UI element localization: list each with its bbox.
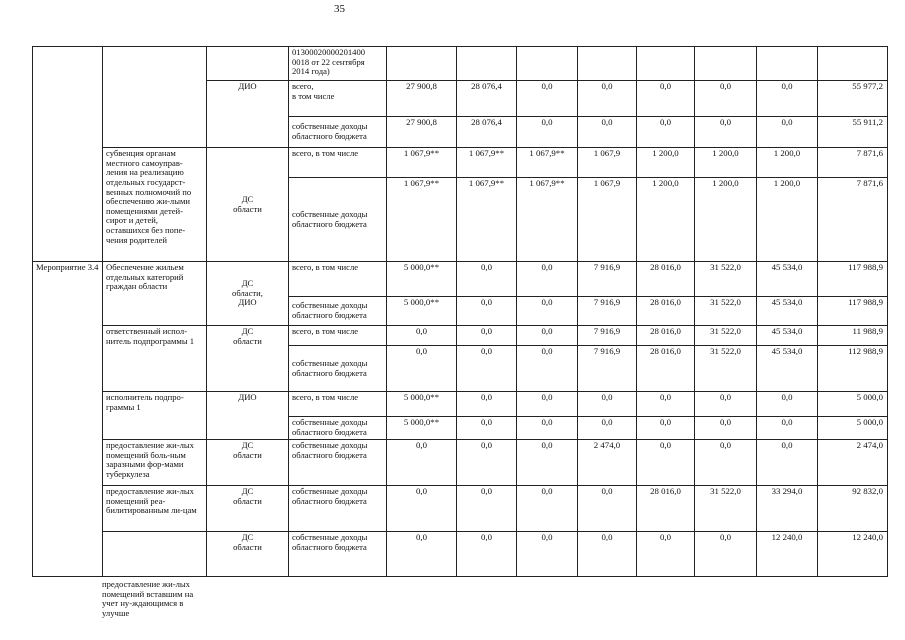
value-cell: 0,0 <box>695 81 757 117</box>
value-cell: 0,0 <box>695 532 757 577</box>
value-cell: 1 067,9 <box>578 178 637 262</box>
value-cell: 0,0 <box>387 486 457 532</box>
value-cell: 0,0 <box>457 440 517 486</box>
value-cell: 27 900,8 <box>387 117 457 148</box>
total-cell: 112 988,9 <box>818 346 888 392</box>
source-cell: собственные доходы областного бюджета <box>289 532 387 577</box>
table-row <box>33 47 888 81</box>
value-cell: 0,0 <box>387 326 457 346</box>
source-cell: собственные доходы областного бюджета <box>289 417 387 440</box>
value-cell: 0,0 <box>578 532 637 577</box>
table-row <box>33 326 888 346</box>
value-cell: 0,0 <box>517 326 578 346</box>
source-cell: всего, в том числе <box>289 262 387 297</box>
table-row <box>33 148 888 178</box>
value-cell: 0,0 <box>578 392 637 417</box>
value-cell: 0,0 <box>517 486 578 532</box>
page-number: 35 <box>334 3 345 15</box>
value-cell: 0,0 <box>637 392 695 417</box>
executor-cell: ДИО <box>207 392 289 440</box>
value-cell: 31 522,0 <box>695 262 757 297</box>
value-cell: 1 200,0 <box>757 148 818 178</box>
value-cell: 0,0 <box>517 440 578 486</box>
value-cell: 28 076,4 <box>457 117 517 148</box>
name-cell: субвенция органам местного самоуправ-ления на реализацию отдельных государст-венных полномочий по обеспечению жи-лыми помещениями детей-сирот и детей, оставшихся без попе-чения родителей <box>103 148 207 262</box>
value-cell: 5 000,0** <box>387 297 457 326</box>
value-cell: 28 016,0 <box>637 297 695 326</box>
total-cell: 117 988,9 <box>818 262 888 297</box>
value-cell: 28 076,4 <box>457 81 517 117</box>
total-cell: 55 977,2 <box>818 81 888 117</box>
source-cell: всего, в том числе <box>289 392 387 417</box>
value-cell: 5 000,0** <box>387 262 457 297</box>
source-cell: собственные доходы областного бюджета <box>289 297 387 326</box>
executor-cell: ДС области <box>207 532 289 577</box>
executor-cell: ДС области <box>207 440 289 486</box>
value-cell: 0,0 <box>457 392 517 417</box>
value-cell: 0,0 <box>457 297 517 326</box>
source-cell: собственные доходы областного бюджета <box>289 346 387 392</box>
value-cell: 0,0 <box>457 417 517 440</box>
value-cell: 0,0 <box>517 417 578 440</box>
value-cell: 5 000,0** <box>387 392 457 417</box>
source-cell: всего, в том числе <box>289 326 387 346</box>
value-cell: 0,0 <box>637 81 695 117</box>
value-cell: 45 534,0 <box>757 346 818 392</box>
name-cell: Обеспечение жильем отдельных категорий граждан области <box>103 262 207 326</box>
total-cell: 7 871,6 <box>818 178 888 262</box>
total-cell: 12 240,0 <box>818 532 888 577</box>
executor-cell: ДС области <box>207 486 289 532</box>
value-cell: 0,0 <box>637 532 695 577</box>
name-cell: предоставление жи-лых помещений реа-билитированным ли-цам <box>103 486 207 532</box>
value-cell: 7 916,9 <box>578 326 637 346</box>
executor-cell: ДС области, ДИО <box>207 262 289 326</box>
table-row <box>33 392 888 417</box>
value-cell: 7 916,9 <box>578 297 637 326</box>
value-cell: 28 016,0 <box>637 262 695 297</box>
value-cell: 0,0 <box>517 532 578 577</box>
total-cell: 2 474,0 <box>818 440 888 486</box>
value-cell: 0,0 <box>578 417 637 440</box>
value-cell: 0,0 <box>637 417 695 440</box>
value-cell: 0,0 <box>578 486 637 532</box>
value-cell: 1 200,0 <box>637 148 695 178</box>
value-cell: 1 067,9** <box>517 148 578 178</box>
value-cell: 5 000,0** <box>387 417 457 440</box>
name-cell <box>103 47 207 148</box>
source-cell: всего, в том числе <box>289 81 387 117</box>
source-cell: собственные доходы областного бюджета <box>289 440 387 486</box>
value-cell: 0,0 <box>695 440 757 486</box>
executor-cell: ДС области <box>207 148 289 262</box>
value-cell: 45 534,0 <box>757 326 818 346</box>
value-cell: 0,0 <box>757 440 818 486</box>
value-cell: 1 067,9** <box>517 178 578 262</box>
value-cell: 0,0 <box>387 346 457 392</box>
value-cell: 0,0 <box>757 417 818 440</box>
total-cell: 117 988,9 <box>818 297 888 326</box>
measure-cell <box>33 47 103 262</box>
value-cell: 0,0 <box>517 262 578 297</box>
value-cell: 31 522,0 <box>695 297 757 326</box>
value-cell: 0,0 <box>637 440 695 486</box>
value-cell: 0,0 <box>457 346 517 392</box>
value-cell: 7 916,9 <box>578 346 637 392</box>
source-cell: собственные доходы областного бюджета <box>289 117 387 148</box>
table-row <box>33 532 888 577</box>
value-cell: 0,0 <box>695 417 757 440</box>
value-cell: 0,0 <box>387 532 457 577</box>
value-cell: 1 067,9** <box>457 178 517 262</box>
total-cell: 11 988,9 <box>818 326 888 346</box>
value-cell: 1 200,0 <box>637 178 695 262</box>
total-cell: 7 871,6 <box>818 148 888 178</box>
value-cell: 28 016,0 <box>637 346 695 392</box>
value-cell: 0,0 <box>757 392 818 417</box>
continuation-text: предоставление жи-лых помещений вставшим на учет ну-ждающимся в улучше <box>102 580 194 618</box>
value-cell: 0,0 <box>757 81 818 117</box>
value-cell: 1 200,0 <box>695 148 757 178</box>
total-cell: 5 000,0 <box>818 417 888 440</box>
value-cell: 0,0 <box>517 81 578 117</box>
value-cell: 0,0 <box>387 440 457 486</box>
value-cell: 45 534,0 <box>757 297 818 326</box>
name-cell: исполнитель подпро-граммы 1 <box>103 392 207 440</box>
value-cell: 28 016,0 <box>637 326 695 346</box>
value-cell: 1 067,9** <box>457 148 517 178</box>
measure-cell: Мероприятие 3.4 <box>33 262 103 577</box>
value-cell: 1 067,9** <box>387 148 457 178</box>
value-cell: 0,0 <box>757 117 818 148</box>
value-cell: 12 240,0 <box>757 532 818 577</box>
table-row <box>33 486 888 532</box>
total-cell: 92 832,0 <box>818 486 888 532</box>
value-cell: 0,0 <box>637 117 695 148</box>
value-cell: 1 067,9** <box>387 178 457 262</box>
value-cell: 2 474,0 <box>578 440 637 486</box>
value-cell: 0,0 <box>457 532 517 577</box>
source-cell: собственные доходы областного бюджета <box>289 486 387 532</box>
name-cell <box>103 532 207 577</box>
value-cell: 45 534,0 <box>757 262 818 297</box>
value-cell: 0,0 <box>695 392 757 417</box>
budget-table <box>32 46 888 577</box>
value-cell: 1 200,0 <box>757 178 818 262</box>
name-cell: ответственный испол-нитель подпрограммы 1 <box>103 326 207 392</box>
executor-cell <box>207 47 289 81</box>
value-cell: 0,0 <box>517 346 578 392</box>
value-cell: 31 522,0 <box>695 346 757 392</box>
value-cell: 0,0 <box>517 117 578 148</box>
value-cell: 7 916,9 <box>578 262 637 297</box>
value-cell: 27 900,8 <box>387 81 457 117</box>
source-cell: 01300020000201400 0018 от 22 сентября 2014 года) <box>289 47 387 81</box>
total-cell: 55 911,2 <box>818 117 888 148</box>
table-row <box>33 440 888 486</box>
name-cell: предоставление жи-лых помещений боль-ным заразными фор-мами туберкулеза <box>103 440 207 486</box>
source-cell: собственные доходы областного бюджета <box>289 178 387 262</box>
value-cell: 0,0 <box>578 117 637 148</box>
value-cell: 31 522,0 <box>695 486 757 532</box>
value-cell: 0,0 <box>517 392 578 417</box>
value-cell: 1 067,9 <box>578 148 637 178</box>
source-cell: всего, в том числе <box>289 148 387 178</box>
value-cell: 0,0 <box>695 117 757 148</box>
value-cell: 31 522,0 <box>695 326 757 346</box>
table-row <box>33 262 888 297</box>
value-cell: 0,0 <box>457 486 517 532</box>
value-cell: 0,0 <box>457 326 517 346</box>
executor-cell: ДС области <box>207 326 289 392</box>
value-cell: 33 294,0 <box>757 486 818 532</box>
executor-cell: ДИО <box>207 81 289 148</box>
value-cell: 0,0 <box>517 297 578 326</box>
value-cell: 0,0 <box>578 81 637 117</box>
value-cell: 28 016,0 <box>637 486 695 532</box>
value-cell: 0,0 <box>457 262 517 297</box>
value-cell: 1 200,0 <box>695 178 757 262</box>
total-cell: 5 000,0 <box>818 392 888 417</box>
